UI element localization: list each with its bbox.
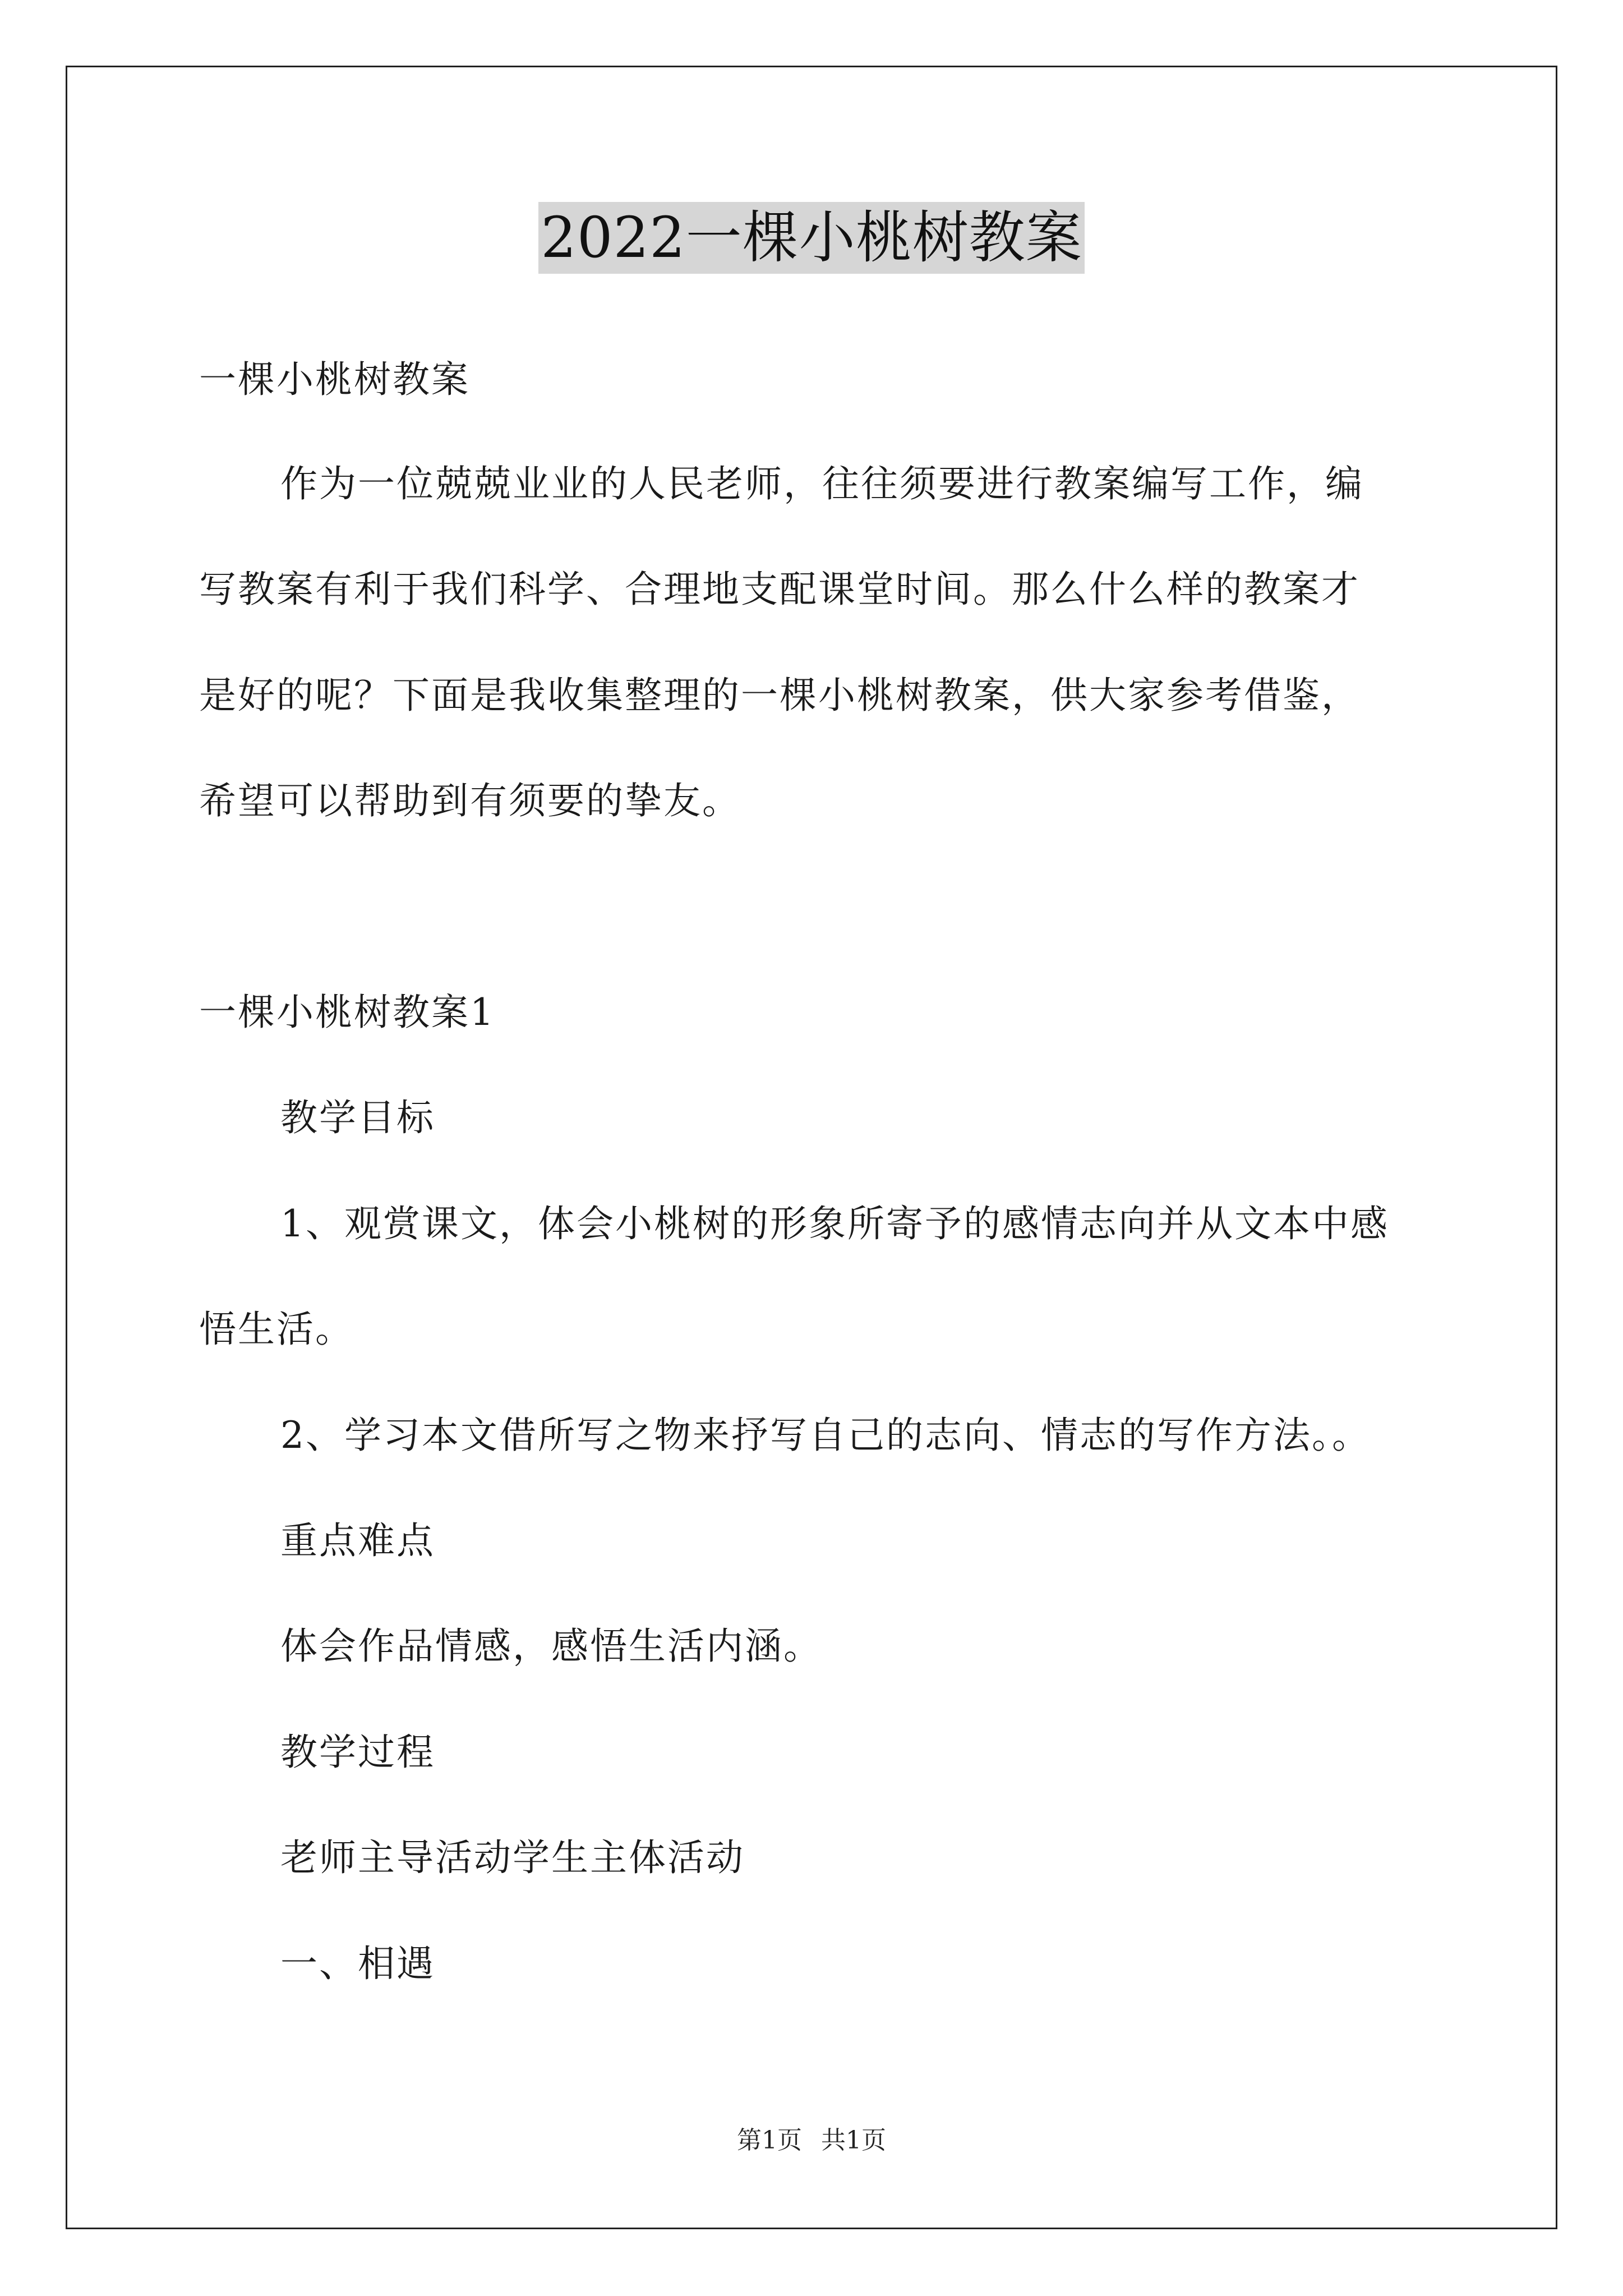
intro-line-3: 是好的呢？下面是我收集整理的一棵小桃树教案，供大家参考借鉴， — [199, 674, 1360, 717]
intro-line-4: 希望可以帮助到有须要的挚友。 — [199, 779, 741, 822]
page-number: 第1页 — [737, 2126, 802, 2155]
goal-1-line-2: 悟生活。 — [199, 1308, 354, 1351]
document-title: 2022一棵小桃树教案 — [538, 202, 1085, 274]
goal-1-line-1: 1、观赏课文，体会小桃树的形象所寄予的感情志向并从文本中感 — [280, 1202, 1389, 1245]
subtitle-line: 一棵小桃树教案 — [199, 358, 470, 401]
goal-2: 2、学习本文借所写之物来抒写自己的志向、情志的写作方法。。 — [280, 1414, 1371, 1457]
page-footer — [0, 2124, 1623, 2157]
intro-line-2: 写教案有利于我们科学、合理地支配课堂时间。那么什么样的教案才 — [199, 568, 1360, 611]
process-step-1: 一、相遇 — [280, 1942, 435, 1985]
section-heading-1: 一棵小桃树教案1 — [199, 991, 495, 1034]
heading-key-points: 重点难点 — [280, 1519, 435, 1562]
title-container — [0, 202, 1623, 274]
heading-teaching-goals: 教学目标 — [280, 1096, 435, 1139]
key-points-text: 体会作品情感，感悟生活内涵。 — [280, 1625, 822, 1668]
page-total: 共1页 — [821, 2126, 886, 2155]
intro-line-1: 作为一位兢兢业业的人民老师，往往须要进行教案编写工作，编 — [280, 462, 1364, 505]
process-columns: 老师主导活动学生主体活动 — [280, 1836, 745, 1879]
heading-teaching-process: 教学过程 — [280, 1731, 435, 1774]
